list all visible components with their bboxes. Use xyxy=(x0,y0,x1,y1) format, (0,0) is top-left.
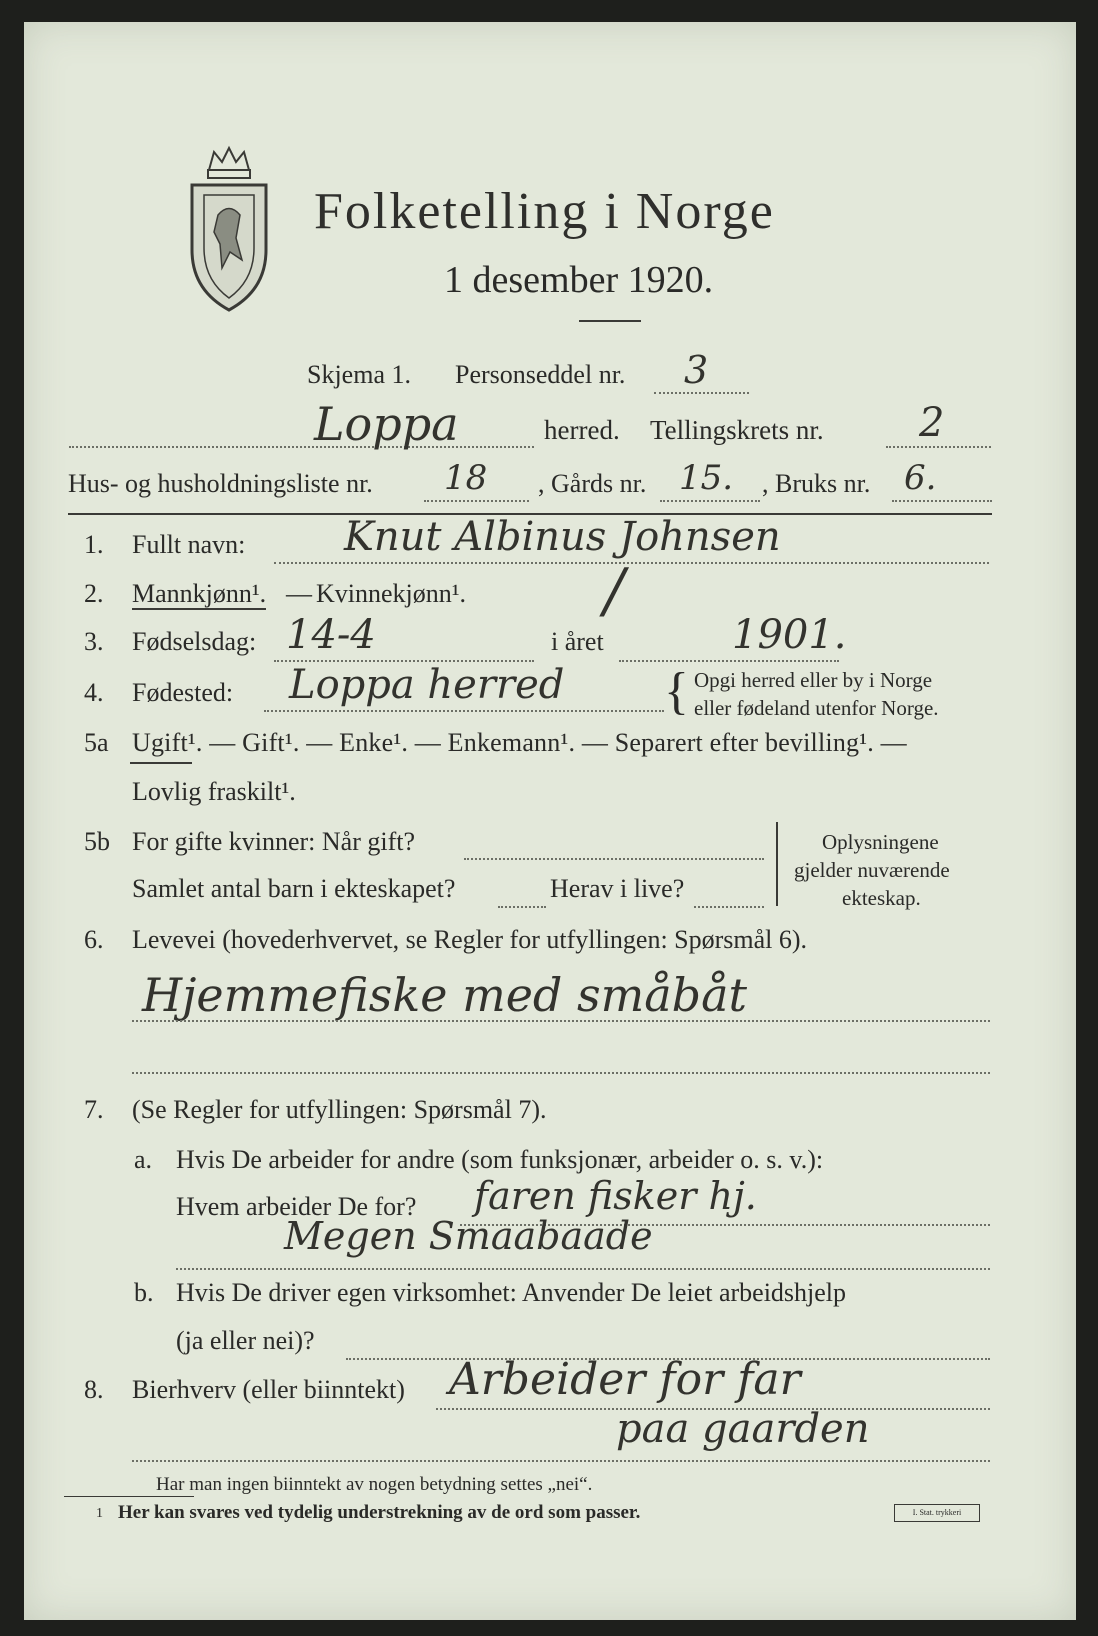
form-title: Folketelling i Norge xyxy=(314,183,775,240)
q4-note-2: eller fødeland utenfor Norge. xyxy=(694,696,939,720)
q4-label: Fødested: xyxy=(132,678,234,707)
female-label: Kvinnekjønn¹. xyxy=(316,579,467,608)
tellingskrets-field[interactable] xyxy=(886,446,991,448)
q8-number: 8. xyxy=(84,1375,104,1404)
male-option[interactable] xyxy=(132,579,266,609)
occupation-value: Hjemmefiske med småbåt xyxy=(142,968,747,1022)
year-label: i året xyxy=(551,627,604,656)
herred-field[interactable] xyxy=(69,446,534,448)
personseddel-field[interactable] xyxy=(654,392,749,394)
footnote: Her kan svares ved tydelig understrekning av de ord som passer. xyxy=(118,1502,641,1523)
title-divider xyxy=(579,320,641,322)
q3-label: Fødselsdag: xyxy=(132,627,257,656)
q7b-letter: b. xyxy=(134,1278,154,1307)
ugift-underline xyxy=(130,762,192,764)
q7a-line1: Hvis De arbeider for andre (som funksjonær, arbeider o. s. v.): xyxy=(176,1145,824,1174)
personseddel-value: 3 xyxy=(684,348,709,392)
q1-number: 1. xyxy=(84,530,104,559)
alive-label: Herav i live? xyxy=(550,874,685,903)
brace: { xyxy=(664,663,689,720)
q7a-line2: Hvem arbeider De for? xyxy=(176,1192,417,1221)
q5b-number: 5b xyxy=(84,827,110,856)
footnote-mark: 1 xyxy=(96,1506,103,1521)
gender-separator: — xyxy=(286,579,312,608)
personseddel-label: Personseddel nr. xyxy=(455,360,626,389)
nei-note: Har man ingen biinntekt av nogen betydning settes „nei“. xyxy=(156,1474,593,1495)
occupation-field-1[interactable] xyxy=(132,1020,990,1022)
q8-label: Bierhverv (eller biinntekt) xyxy=(132,1375,405,1404)
q7-number: 7. xyxy=(84,1095,104,1124)
side-income-value-2: paa gaarden xyxy=(616,1406,870,1452)
birthplace-value: Loppa herred xyxy=(289,662,565,708)
alive-field[interactable] xyxy=(694,906,764,908)
children-field[interactable] xyxy=(498,906,546,908)
q7-label: (Se Regler for utfyllingen: Spørsmål 7). xyxy=(132,1095,547,1124)
tellingskrets-value: 2 xyxy=(919,400,945,446)
herred-value: Loppa xyxy=(314,397,459,451)
q5b-note-1: Oplysningene xyxy=(822,830,939,854)
when-married-field[interactable] xyxy=(464,858,764,860)
year-field[interactable] xyxy=(619,660,839,662)
gards-value: 15. xyxy=(679,458,734,498)
birthday-value: 14-4 xyxy=(286,612,376,658)
bruks-value: 6. xyxy=(904,458,937,498)
herred-label: herred. xyxy=(544,415,620,445)
birthplace-field[interactable] xyxy=(264,710,664,712)
when-married-label: For gifte kvinner: Når gift? xyxy=(132,827,416,856)
q5b-note-3: ekteskap. xyxy=(842,886,921,910)
year-value: 1901. xyxy=(732,612,847,658)
full-name-field[interactable] xyxy=(274,562,989,564)
q6-number: 6. xyxy=(84,925,104,954)
side-income-value-1: Arbeider for far xyxy=(449,1354,801,1405)
gender-mark: / xyxy=(604,556,625,626)
gards-label: , Gårds nr. xyxy=(538,469,647,498)
household-label: Hus- og husholdningsliste nr. xyxy=(68,469,373,498)
side-income-field-2[interactable] xyxy=(132,1460,990,1462)
q7b-line2: (ja eller nei)? xyxy=(176,1326,315,1355)
gards-field[interactable] xyxy=(660,500,760,502)
female-option[interactable] xyxy=(316,579,466,609)
q6-label: Levevei (hovederhvervet, se Regler for utfyllingen: Spørsmål 6). xyxy=(132,925,808,954)
tellingskrets-label: Tellingskrets nr. xyxy=(650,415,824,445)
census-form xyxy=(24,22,1076,1620)
q2-number: 2. xyxy=(84,579,104,608)
q7a-letter: a. xyxy=(134,1145,153,1174)
marital-status-options-2[interactable]: Lovlig fraskilt¹. xyxy=(132,777,296,806)
q1-label: Fullt navn: xyxy=(132,530,246,559)
bruks-field[interactable] xyxy=(892,500,992,502)
q5a-number: 5a xyxy=(84,728,109,757)
employer-field-2[interactable] xyxy=(176,1268,990,1270)
printer-stamp: I. Stat. trykkeri xyxy=(894,1504,980,1522)
schema-label: Skjema 1. xyxy=(307,360,411,389)
employer-value-1: faren fisker hj. xyxy=(474,1174,757,1218)
bruks-label: , Bruks nr. xyxy=(762,469,871,498)
q7b-line1: Hvis De driver egen virksomhet: Anvender De leiet arbeidshjelp xyxy=(176,1278,847,1307)
employer-value-2: Megen Smaabaade xyxy=(284,1214,653,1258)
household-value: 18 xyxy=(444,458,488,498)
q3-number: 3. xyxy=(84,627,104,656)
footnote-divider xyxy=(64,1496,194,1497)
coat-of-arms-icon xyxy=(184,140,274,315)
q4-note-1: Opgi herred eller by i Norge xyxy=(694,668,933,692)
male-label: Mannkjønn¹. xyxy=(132,579,267,608)
census-date: 1 desember 1920. xyxy=(444,259,714,301)
q4-number: 4. xyxy=(84,678,104,707)
marital-status-options[interactable]: Ugift¹. — Gift¹. — Enke¹. — Enkemann¹. — Separert efter bevilling¹. — xyxy=(132,728,907,757)
children-label: Samlet antal barn i ekteskapet? xyxy=(132,874,456,903)
household-field[interactable] xyxy=(424,500,529,502)
full-name-value: Knut Albinus Johnsen xyxy=(344,514,781,560)
q5b-note-2: gjelder nuværende xyxy=(794,858,950,882)
occupation-field-2[interactable] xyxy=(132,1072,990,1074)
q5b-bracket xyxy=(776,822,778,906)
